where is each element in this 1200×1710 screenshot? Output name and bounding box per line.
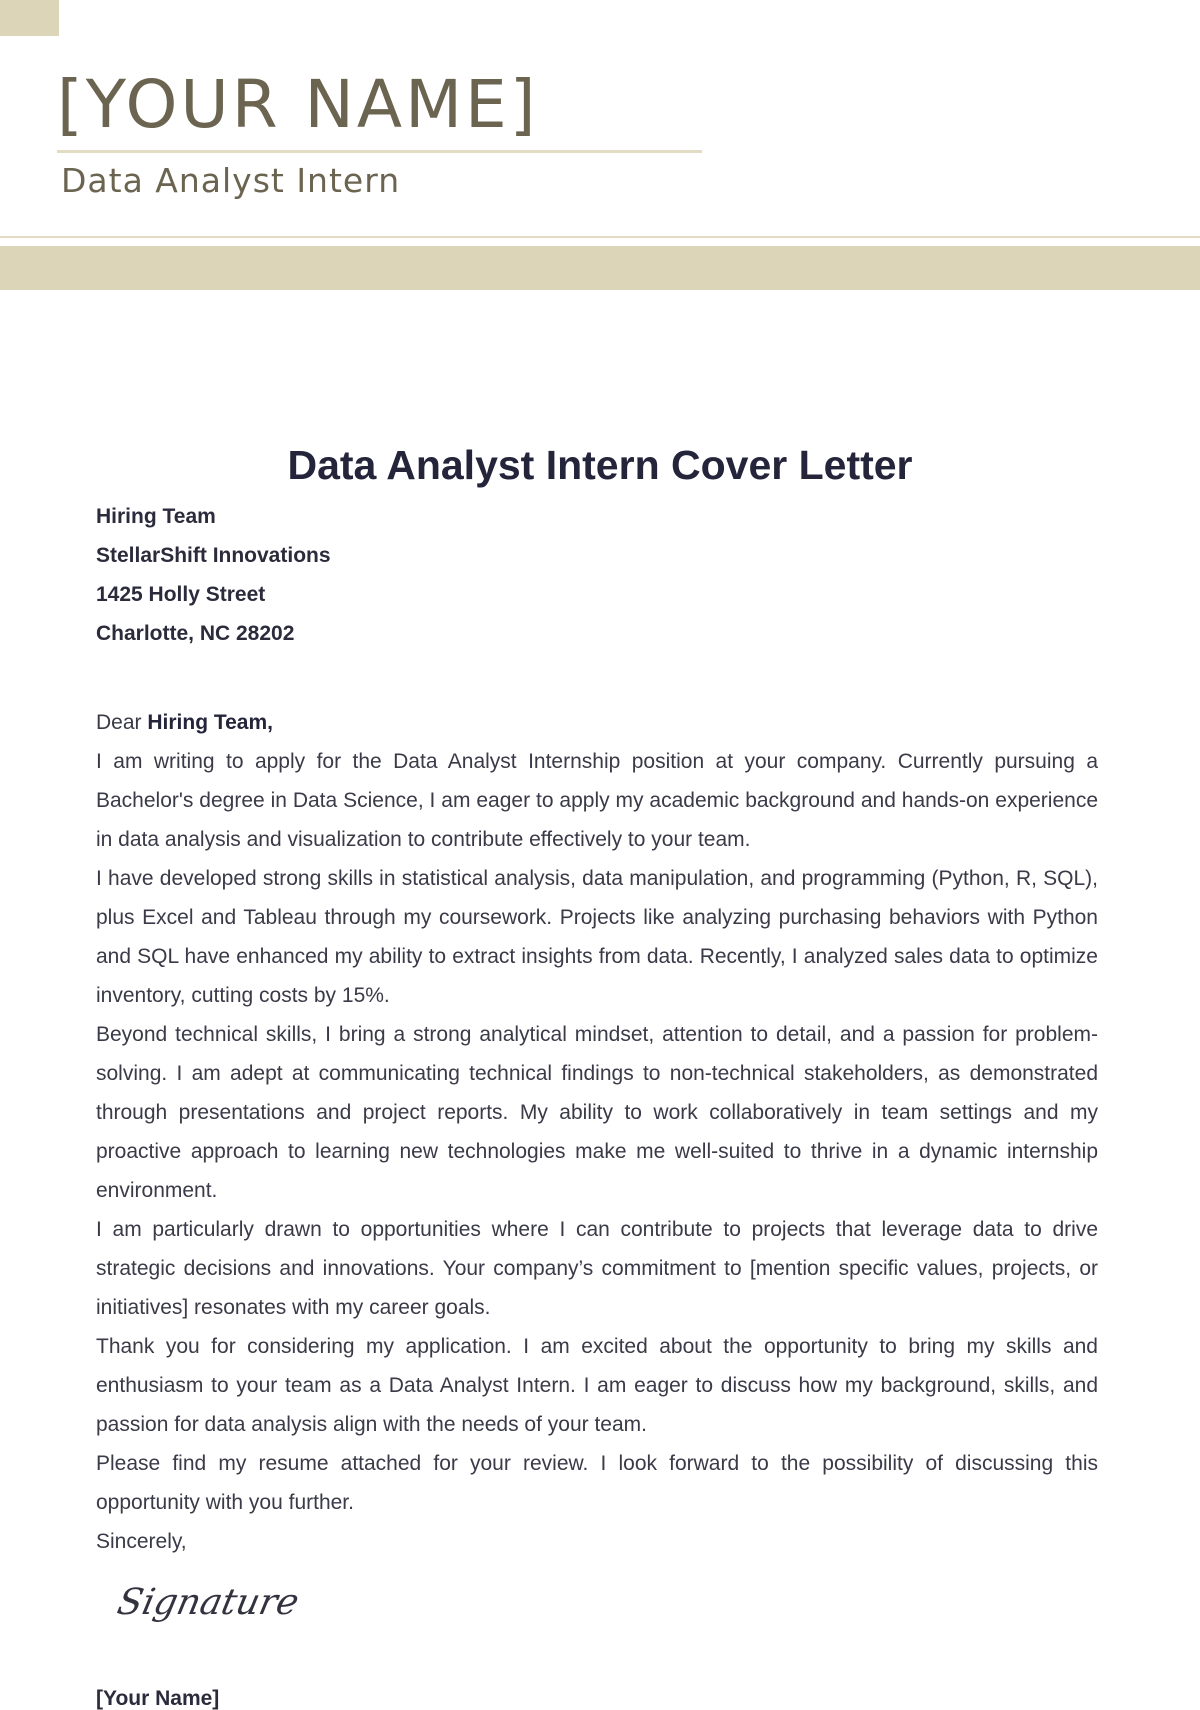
salutation <box>96 703 1098 742</box>
sender-name: [Your Name] <box>96 1687 220 1710</box>
salutation-prefix: Dear <box>96 711 148 734</box>
corner-accent-block <box>0 0 59 36</box>
header-name: [YOUR NAME] <box>57 66 539 143</box>
header-underline <box>57 150 702 153</box>
body-paragraph: I am writing to apply for the Data Analyst Internship position at your company. Currently pursuing a Bachelor's degree in Data Science, I am eager to apply my academic background and hands-on experience in data analysis and visualization to contribute effectively to your team. <box>96 750 1098 851</box>
body-paragraph: I am particularly drawn to opportunities where I can contribute to projects that leverage data to drive strategic decisions and innovations. Your company’s commitment to [mention specific values, projects, or initiatives] resonates with my career goals. <box>96 1218 1098 1319</box>
closing: Sincerely, <box>96 1530 187 1553</box>
salutation-name: Hiring Team, <box>147 711 273 734</box>
header-thin-divider <box>0 236 1200 238</box>
recipient-address-block <box>96 500 1096 656</box>
body-paragraph: Thank you for considering my application. I am excited about the opportunity to bring my skills and enthusiasm to your team as a Data Analyst Intern. I am eager to discuss how my background, skills, and passion for data analysis align with the needs of your team. <box>96 1335 1098 1436</box>
recipient-line: StellarShift Innovations <box>96 544 331 567</box>
letter-title: Data Analyst Intern Cover Letter <box>287 442 913 488</box>
header-role: Data Analyst Intern <box>61 161 401 200</box>
recipient-line: 1425 Holly Street <box>96 583 266 606</box>
letter-body <box>96 703 1098 1561</box>
recipient-line: Hiring Team <box>96 505 216 528</box>
recipient-line: Charlotte, NC 28202 <box>96 622 295 645</box>
header-accent-band <box>0 246 1200 290</box>
body-paragraph: Beyond technical skills, I bring a strong analytical mindset, attention to detail, and a passion for problem-solving. I am adept at communicating technical findings to non-technical stakeholders, as demonstrated through presentations and project reports. My ability to work collaboratively in team settings and my proactive approach to learning new technologies make me well-suited to thrive in a dynamic internship environment. <box>96 1023 1098 1202</box>
body-paragraph: Please find my resume attached for your review. I look forward to the possibility of discussing this opportunity with you further. <box>96 1452 1098 1514</box>
body-paragraph: I have developed strong skills in statistical analysis, data manipulation, and programming (Python, R, SQL), plus Excel and Tableau through my coursework. Projects like analyzing purchasing behaviors with Python and SQL have enhanced my ability to extract insights from data. Recently, I analyzed sales data to optimize inventory, cutting costs by 15%. <box>96 867 1098 1007</box>
signature: Signature <box>113 1582 303 1623</box>
